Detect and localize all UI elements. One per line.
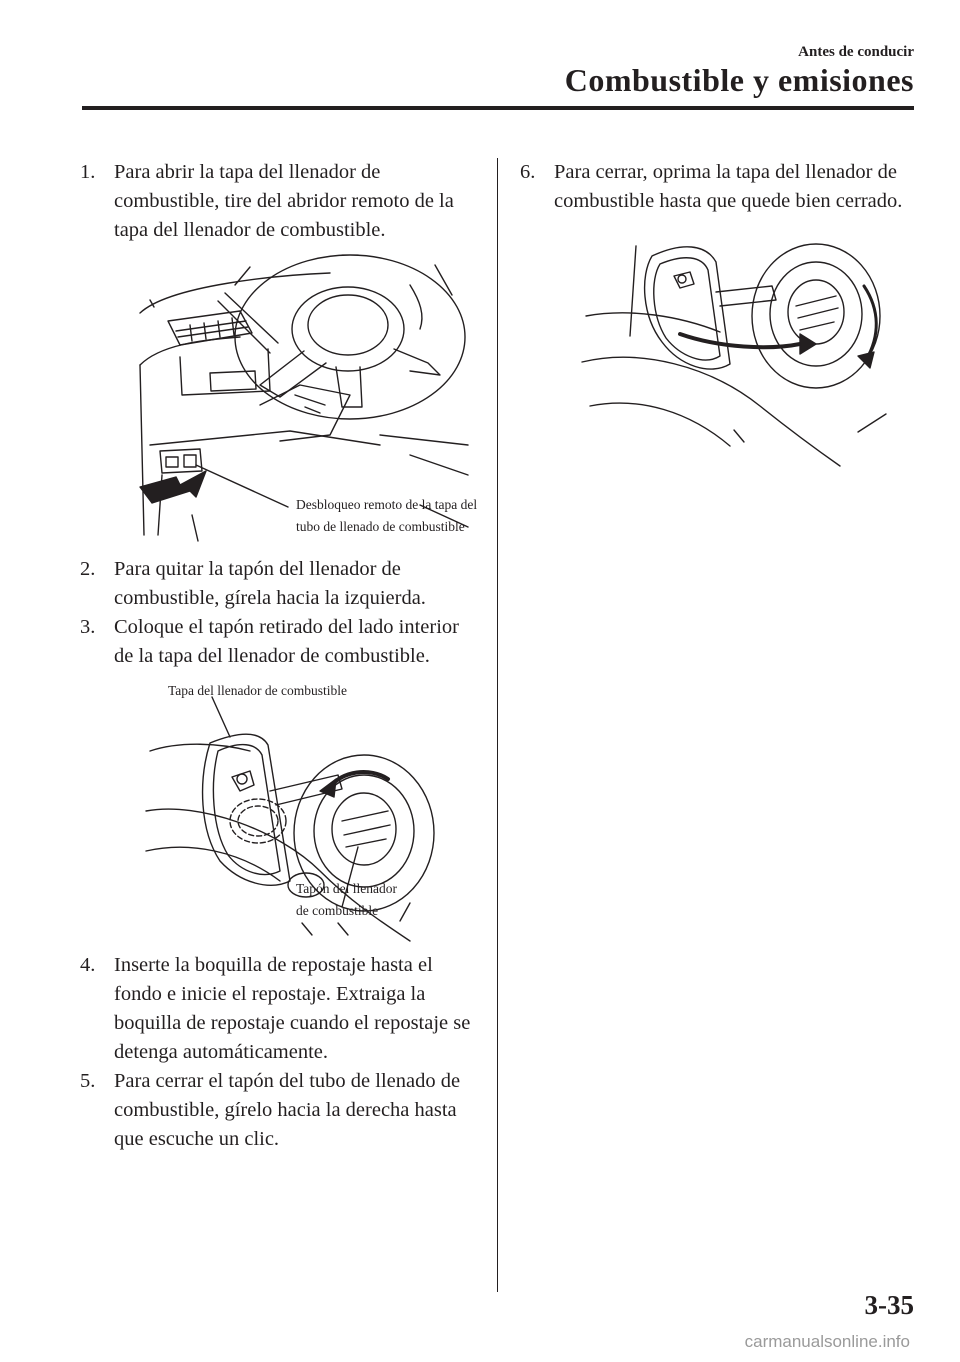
step-text: Para cerrar, oprima la tapa del llenador de combustible hasta que quede bien cerrado. [554,161,903,212]
chapter-title: Combustible y emisiones [564,62,914,98]
page-number: 3-35 [864,1290,914,1320]
right-column [520,158,912,476]
step-number: 5. [80,1070,96,1092]
section-title: Antes de conducir [798,44,914,60]
release-label-line-1: Desbloqueo remoto de la tapa del [296,497,478,512]
fuel-release-figure [80,245,478,555]
column-divider [497,158,498,1292]
watermark: carmanualsonline.info [744,1332,910,1351]
close-door-illustration [520,216,912,476]
step-text: Para abrir la tapa del llenador de combustible, tire del abridor remoto de la tapa del llenador de combustible. [114,161,454,241]
fuel-cap-illustration [80,671,472,951]
left-column [80,158,478,1154]
step-number: 1. [80,161,96,183]
step-text: Para cerrar el tapón del tubo de llenado de combustible, gírelo hacia la derecha hasta que escuche un clic. [114,1070,461,1150]
step-text: Inserte la boquilla de repostaje hasta el fondo e inicie el repostaje. Extraiga la boquilla de repostaje cuando el repostaje se detenga automáticamente. [114,954,471,1063]
fuel-cap-figure [80,671,472,951]
cap-top-label: Tapa del llenador de combustible [168,683,347,698]
step-2 [80,555,472,613]
step-number: 3. [80,616,96,638]
step-6 [520,158,912,216]
step-number: 6. [520,161,536,183]
step-number: 4. [80,954,96,976]
step-3 [80,613,472,671]
release-label-line-2: tubo de llenado de combustible [296,519,465,534]
step-4 [80,951,472,1067]
close-cap-figure [520,216,912,476]
cap-bottom-label-line-1: Tapón del llenador [296,881,398,896]
step-1 [80,158,472,245]
step-text: Para quitar la tapón del llenador de combustible, gírela hacia la izquierda. [114,558,426,609]
cap-bottom-label-line-2: de combustible [296,903,379,918]
header-rule [82,106,914,110]
step-number: 2. [80,558,96,580]
step-text: Coloque el tapón retirado del lado interior de la tapa del llenador de combustible. [114,616,459,667]
step-5 [80,1067,472,1154]
